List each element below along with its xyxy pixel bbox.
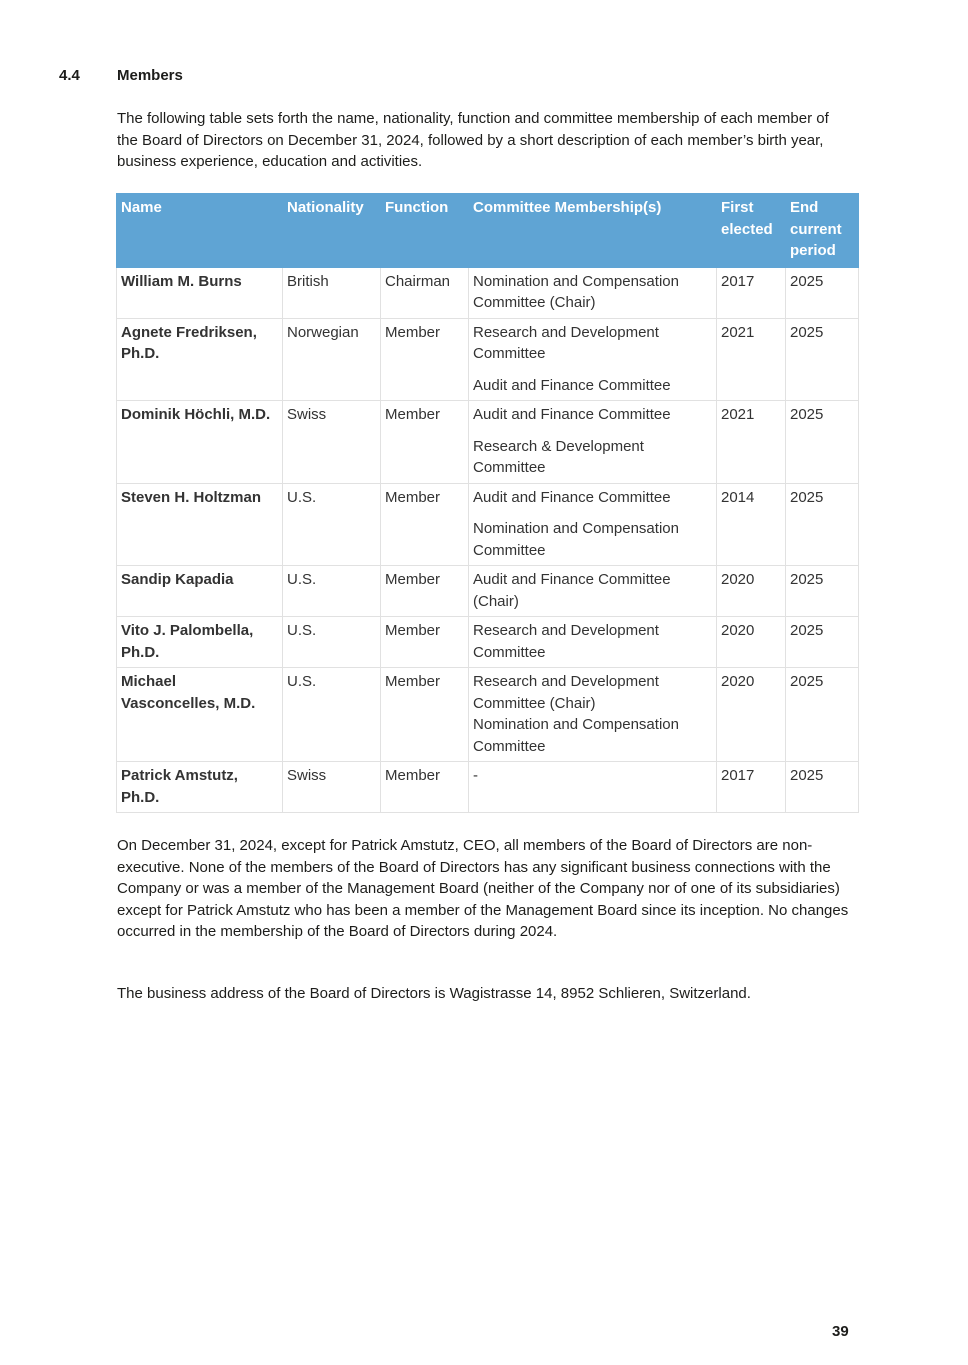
column-header: Nationality	[283, 194, 381, 268]
committee-entry: Nomination and Compensation Committee	[473, 716, 679, 755]
committee-entry: Nomination and Compensation Committee	[473, 520, 679, 559]
member-committees	[469, 566, 717, 617]
member-committees	[469, 401, 717, 484]
member-function: Chairman	[381, 267, 469, 318]
table-row	[117, 668, 859, 762]
table-row	[117, 318, 859, 401]
member-first-elected: 2020	[717, 668, 786, 762]
table-header-row	[117, 194, 859, 268]
member-end-period: 2025	[786, 617, 859, 668]
member-end-period: 2025	[786, 762, 859, 813]
committee-entry: Audit and Finance Committee	[473, 376, 671, 394]
table-row	[117, 566, 859, 617]
table-row	[117, 401, 859, 484]
member-nationality: U.S.	[283, 617, 381, 668]
member-name: Steven H. Holtzman	[117, 483, 283, 566]
member-function: Member	[381, 762, 469, 813]
member-committees	[469, 762, 717, 813]
business-address-paragraph: The business address of the Board of Directors is Wagistrasse 14, 8952 Schlieren, Switzerland.	[117, 985, 751, 1002]
member-end-period: 2025	[786, 267, 859, 318]
member-name: Vito J. Palombella, Ph.D.	[117, 617, 283, 668]
intro-paragraph: The following table sets forth the name, nationality, function and committee membership of each member of the Board of Directors on December 31, 2024, followed by a short description of each member’s birth year, business experience, education and activities.	[117, 110, 829, 170]
member-nationality: Swiss	[283, 762, 381, 813]
member-nationality: British	[283, 267, 381, 318]
page-number: 39	[832, 1323, 849, 1340]
member-function: Member	[381, 483, 469, 566]
member-name: Agnete Fredriksen, Ph.D.	[117, 318, 283, 401]
member-function: Member	[381, 668, 469, 762]
column-header: Name	[117, 194, 283, 268]
section-title: Members	[117, 67, 183, 84]
committee-entry: Research and Development Committee (Chair)	[473, 673, 659, 712]
column-header: First elected	[717, 194, 786, 268]
table-row	[117, 483, 859, 566]
table-row	[117, 762, 859, 813]
member-end-period: 2025	[786, 566, 859, 617]
column-header: End current period	[786, 194, 859, 268]
member-name: Sandip Kapadia	[117, 566, 283, 617]
committee-entry: Nomination and Compensation Committee (Chair)	[473, 272, 679, 311]
committee-entry: Research & Development Committee	[473, 437, 644, 476]
member-first-elected: 2021	[717, 318, 786, 401]
member-nationality: Swiss	[283, 401, 381, 484]
member-committees	[469, 483, 717, 566]
board-members-table	[116, 193, 859, 813]
section-number: 4.4	[59, 67, 80, 84]
member-function: Member	[381, 617, 469, 668]
member-end-period: 2025	[786, 668, 859, 762]
member-committees	[469, 668, 717, 762]
committee-entry: Research and Development Committee	[473, 622, 659, 661]
member-name: Michael Vasconcelles, M.D.	[117, 668, 283, 762]
column-header: Committee Membership(s)	[469, 194, 717, 268]
non-executive-paragraph: On December 31, 2024, except for Patrick Amstutz, CEO, all members of the Board of Directors are non-executive. None of the members of the Board of Directors has any significant business connections with the Company or was a member of the Management Board (neither of the Company nor of one of its subsidiaries) except for Patrick Amstutz who has been a member of the Management Board since its inception. No changes occurred in the membership of the Board of Directors during 2024.	[117, 837, 849, 940]
committee-entry: Audit and Finance Committee (Chair)	[473, 571, 671, 610]
member-nationality: Norwegian	[283, 318, 381, 401]
table-row	[117, 267, 859, 318]
member-committees	[469, 617, 717, 668]
member-nationality: U.S.	[283, 566, 381, 617]
member-function: Member	[381, 566, 469, 617]
member-first-elected: 2014	[717, 483, 786, 566]
member-first-elected: 2017	[717, 762, 786, 813]
member-end-period: 2025	[786, 483, 859, 566]
member-end-period: 2025	[786, 401, 859, 484]
committee-entry: Audit and Finance Committee	[473, 488, 671, 506]
member-first-elected: 2021	[717, 401, 786, 484]
member-first-elected: 2017	[717, 267, 786, 318]
member-first-elected: 2020	[717, 617, 786, 668]
member-nationality: U.S.	[283, 668, 381, 762]
member-name: Dominik Höchli, M.D.	[117, 401, 283, 484]
committee-entry: Audit and Finance Committee	[473, 406, 671, 423]
member-first-elected: 2020	[717, 566, 786, 617]
column-header: Function	[381, 194, 469, 268]
committee-entry: Research and Development Committee	[473, 323, 659, 362]
member-function: Member	[381, 401, 469, 484]
member-nationality: U.S.	[283, 483, 381, 566]
table-row	[117, 617, 859, 668]
member-name: William M. Burns	[117, 267, 283, 318]
member-function: Member	[381, 318, 469, 401]
member-committees	[469, 267, 717, 318]
member-end-period: 2025	[786, 318, 859, 401]
committee-entry: -	[473, 767, 478, 784]
member-name: Patrick Amstutz, Ph.D.	[117, 762, 283, 813]
member-committees	[469, 318, 717, 401]
